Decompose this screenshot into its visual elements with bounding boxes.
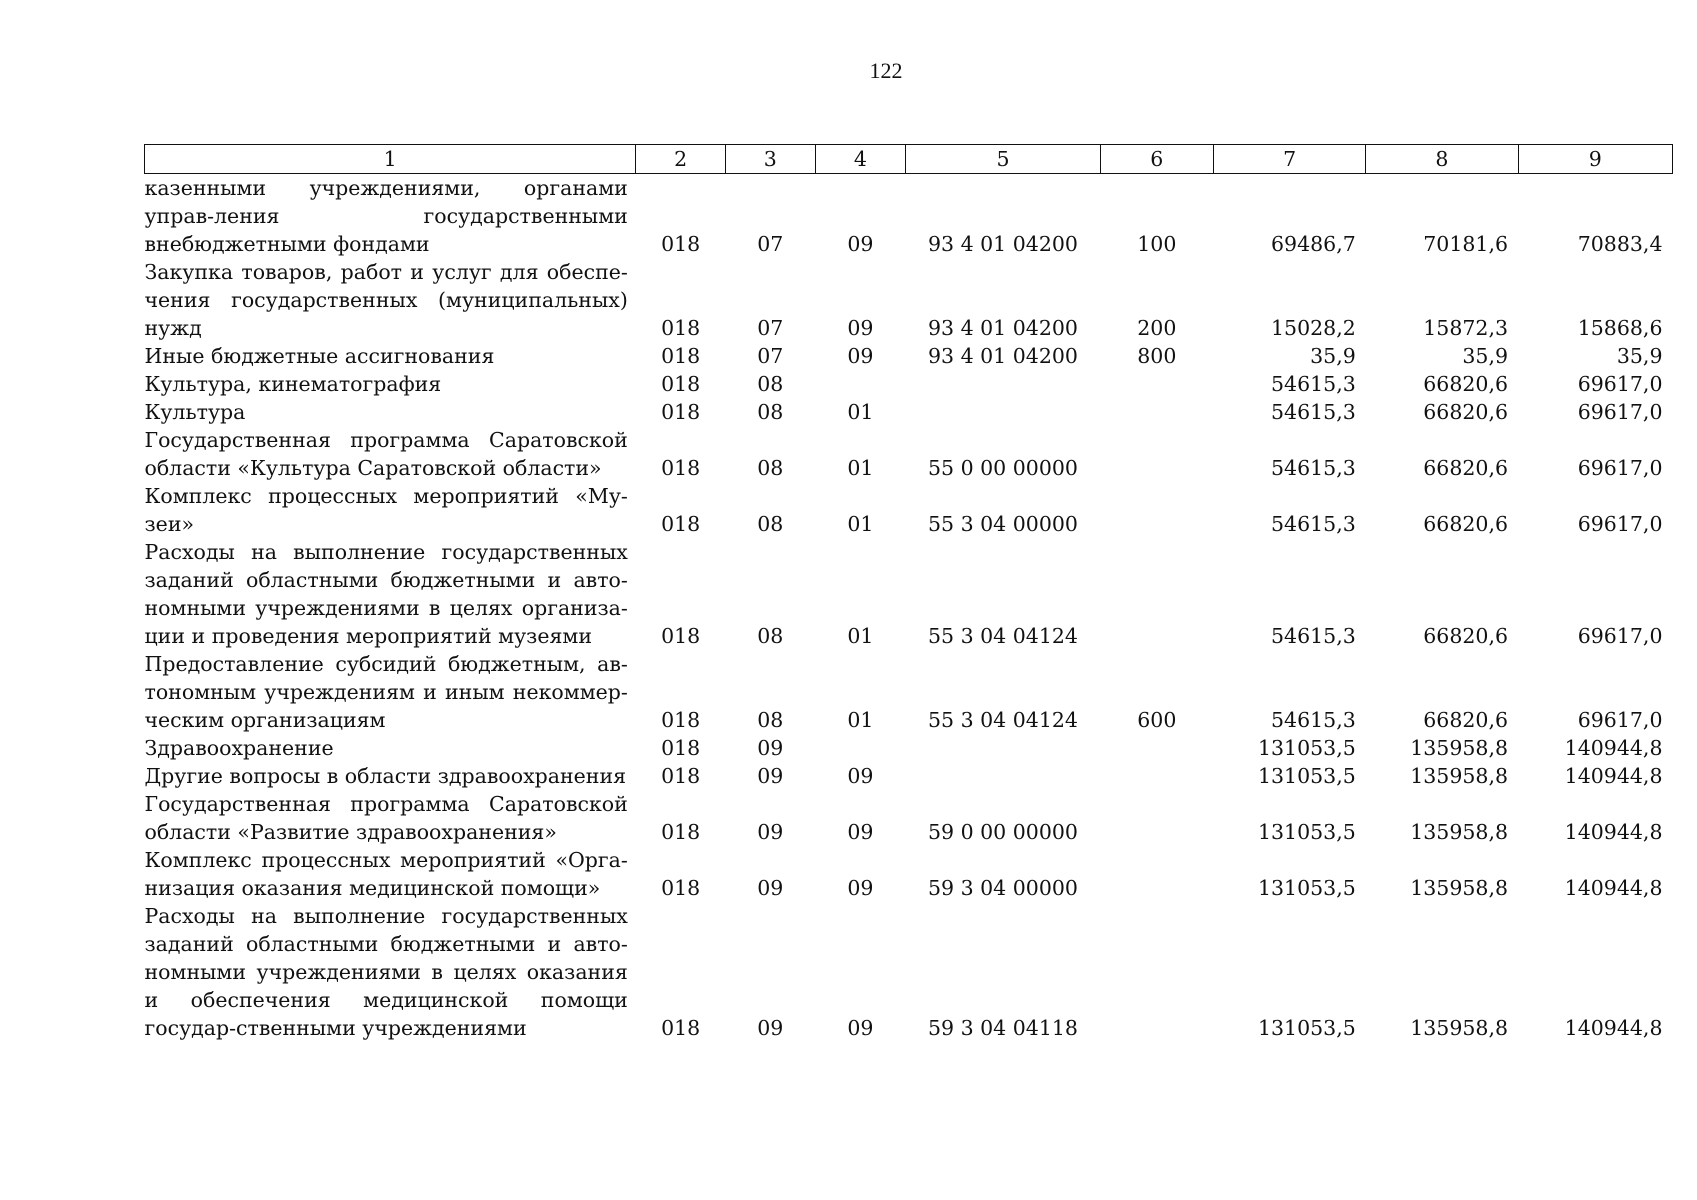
target-article-cell	[906, 762, 1100, 790]
amount-year3-cell: 69617,0	[1577, 456, 1663, 480]
expense-type-cell	[1100, 846, 1213, 902]
subsection-code-cell: 09	[847, 344, 874, 368]
subsection-code-cell: 01	[847, 456, 874, 480]
section-code-cell: 09	[757, 736, 784, 760]
expense-type-cell: 200	[1137, 316, 1177, 340]
amount-year3-cell: 140944,8	[1564, 820, 1663, 844]
target-article-cell	[906, 370, 1100, 398]
amount-year1-cell: 131053,5	[1257, 820, 1356, 844]
budget-code-cell: 018	[661, 400, 701, 424]
subsection-code-cell: 09	[847, 764, 874, 788]
amount-year1-cell: 131053,5	[1257, 736, 1356, 760]
section-code-cell: 07	[757, 344, 784, 368]
amount-year1-cell: 54615,3	[1270, 708, 1356, 732]
target-article-cell: 55 0 00 00000	[927, 456, 1078, 480]
budget-code-cell: 018	[661, 372, 701, 396]
amount-year2-cell: 66820,6	[1423, 624, 1509, 648]
expense-type-cell	[1100, 398, 1213, 426]
row-description-cell: казенными учреждениями, органами управ-ления государственными внебюджетными фондами	[144, 176, 628, 256]
amount-year2-cell: 66820,6	[1423, 708, 1509, 732]
amount-year3-cell: 140944,8	[1564, 1016, 1663, 1040]
subsection-code-cell: 09	[847, 820, 874, 844]
table-row	[145, 762, 1673, 790]
section-code-cell: 09	[757, 1016, 784, 1040]
section-code-cell: 08	[757, 372, 784, 396]
target-article-cell: 93 4 01 04200	[927, 344, 1078, 368]
amount-year2-cell: 70181,6	[1423, 232, 1509, 256]
amount-year2-cell: 35,9	[1462, 344, 1509, 368]
expense-type-cell	[1100, 902, 1213, 1042]
budget-table	[144, 144, 1673, 1042]
section-code-cell: 09	[757, 820, 784, 844]
target-article-cell: 55 3 04 04124	[927, 708, 1078, 732]
section-code-cell: 08	[757, 624, 784, 648]
row-description-cell: Закупка товаров, работ и услуг для обеспе-чения государственных (муниципальных) нужд	[144, 260, 628, 340]
subsection-code-cell: 01	[847, 512, 874, 536]
row-description-cell: Комплекс процессных мероприятий «Орга-низация оказания медицинской помощи»	[144, 848, 628, 900]
amount-year3-cell: 35,9	[1616, 344, 1663, 368]
amount-year3-cell: 69617,0	[1577, 512, 1663, 536]
table-row	[145, 902, 1673, 1042]
expense-type-cell	[1100, 538, 1213, 650]
table-row	[145, 846, 1673, 902]
section-code-cell: 07	[757, 316, 784, 340]
amount-year1-cell: 15028,2	[1270, 316, 1356, 340]
column-header: 9	[1518, 145, 1672, 174]
table-header-row	[145, 145, 1673, 174]
table-row	[145, 398, 1673, 426]
table-row	[145, 790, 1673, 846]
table-row	[145, 342, 1673, 370]
expense-type-cell	[1100, 762, 1213, 790]
table-row	[145, 258, 1673, 342]
row-description-cell: Иные бюджетные ассигнования	[144, 344, 495, 368]
amount-year1-cell: 54615,3	[1270, 624, 1356, 648]
amount-year2-cell: 135958,8	[1410, 876, 1509, 900]
budget-code-cell: 018	[661, 624, 701, 648]
budget-code-cell: 018	[661, 708, 701, 732]
section-code-cell: 08	[757, 512, 784, 536]
subsection-code-cell: 09	[847, 232, 874, 256]
column-header: 1	[145, 145, 636, 174]
amount-year3-cell: 69617,0	[1577, 400, 1663, 424]
row-description-cell: Культура	[144, 400, 246, 424]
expense-type-cell	[1100, 370, 1213, 398]
section-code-cell: 09	[757, 876, 784, 900]
column-header: 2	[636, 145, 726, 174]
table-row	[145, 538, 1673, 650]
target-article-cell: 93 4 01 04200	[927, 232, 1078, 256]
table-body	[145, 174, 1673, 1043]
amount-year3-cell: 69617,0	[1577, 708, 1663, 732]
subsection-code-cell	[815, 734, 906, 762]
section-code-cell: 08	[757, 400, 784, 424]
section-code-cell: 07	[757, 232, 784, 256]
subsection-code-cell: 09	[847, 1016, 874, 1040]
row-description-cell: Предоставление субсидий бюджетным, ав-тономным учреждениям и иным некоммер-ческим организациям	[144, 652, 628, 732]
target-article-cell: 55 3 04 04124	[927, 624, 1078, 648]
row-description-cell: Государственная программа Саратовской области «Развитие здравоохранения»	[144, 792, 628, 844]
amount-year2-cell: 135958,8	[1410, 1016, 1509, 1040]
budget-code-cell: 018	[661, 456, 701, 480]
section-code-cell: 08	[757, 456, 784, 480]
subsection-code-cell: 01	[847, 708, 874, 732]
table-row	[145, 482, 1673, 538]
table-row	[145, 174, 1673, 259]
amount-year1-cell: 131053,5	[1257, 1016, 1356, 1040]
subsection-code-cell: 09	[847, 316, 874, 340]
budget-code-cell: 018	[661, 736, 701, 760]
amount-year3-cell: 69617,0	[1577, 372, 1663, 396]
amount-year3-cell: 15868,6	[1577, 316, 1663, 340]
budget-code-cell: 018	[661, 512, 701, 536]
budget-code-cell: 018	[661, 764, 701, 788]
target-article-cell: 59 3 04 04118	[927, 1016, 1078, 1040]
budget-code-cell: 018	[661, 820, 701, 844]
expense-type-cell: 800	[1137, 344, 1177, 368]
amount-year1-cell: 54615,3	[1270, 512, 1356, 536]
target-article-cell	[906, 734, 1100, 762]
amount-year1-cell: 35,9	[1310, 344, 1356, 368]
column-header: 3	[725, 145, 815, 174]
subsection-code-cell: 01	[847, 624, 874, 648]
amount-year2-cell: 66820,6	[1423, 456, 1509, 480]
section-code-cell: 08	[757, 708, 784, 732]
amount-year3-cell: 69617,0	[1577, 624, 1663, 648]
amount-year1-cell: 54615,3	[1270, 372, 1356, 396]
amount-year2-cell: 15872,3	[1423, 316, 1509, 340]
target-article-cell: 55 3 04 00000	[927, 512, 1078, 536]
expense-type-cell	[1100, 790, 1213, 846]
target-article-cell: 59 0 00 00000	[927, 820, 1078, 844]
column-header: 7	[1214, 145, 1366, 174]
amount-year2-cell: 66820,6	[1423, 372, 1509, 396]
amount-year3-cell: 140944,8	[1564, 764, 1663, 788]
amount-year3-cell: 140944,8	[1564, 876, 1663, 900]
subsection-code-cell	[815, 370, 906, 398]
amount-year3-cell: 70883,4	[1577, 232, 1663, 256]
budget-code-cell: 018	[661, 344, 701, 368]
target-article-cell: 93 4 01 04200	[927, 316, 1078, 340]
table-row	[145, 370, 1673, 398]
expense-type-cell: 100	[1137, 232, 1177, 256]
table-row	[145, 426, 1673, 482]
amount-year2-cell: 135958,8	[1410, 764, 1509, 788]
amount-year1-cell: 131053,5	[1257, 764, 1356, 788]
amount-year3-cell: 140944,8	[1564, 736, 1663, 760]
row-description-cell: Расходы на выполнение государственных заданий областными бюджетными и авто-номными учреждениями в целях оказания и обеспечения медицинской помощи государ-ственными учреждениями	[144, 904, 628, 1040]
amount-year2-cell: 66820,6	[1423, 400, 1509, 424]
column-header: 4	[815, 145, 906, 174]
section-code-cell: 09	[757, 764, 784, 788]
budget-code-cell: 018	[661, 1016, 701, 1040]
amount-year2-cell: 66820,6	[1423, 512, 1509, 536]
expense-type-cell: 600	[1137, 708, 1177, 732]
column-header: 5	[906, 145, 1100, 174]
table-row	[145, 734, 1673, 762]
expense-type-cell	[1100, 734, 1213, 762]
column-header: 8	[1366, 145, 1518, 174]
budget-code-cell: 018	[661, 876, 701, 900]
expense-type-cell	[1100, 482, 1213, 538]
target-article-cell	[906, 398, 1100, 426]
amount-year1-cell: 69486,7	[1270, 232, 1356, 256]
subsection-code-cell: 09	[847, 876, 874, 900]
row-description-cell: Другие вопросы в области здравоохранения	[144, 764, 627, 788]
amount-year2-cell: 135958,8	[1410, 820, 1509, 844]
budget-code-cell: 018	[661, 232, 701, 256]
budget-code-cell: 018	[661, 316, 701, 340]
target-article-cell: 59 3 04 00000	[927, 876, 1078, 900]
table-row	[145, 650, 1673, 734]
column-header: 6	[1100, 145, 1213, 174]
amount-year1-cell: 54615,3	[1270, 456, 1356, 480]
amount-year2-cell: 135958,8	[1410, 736, 1509, 760]
expense-type-cell	[1100, 426, 1213, 482]
row-description-cell: Здравоохранение	[144, 736, 334, 760]
subsection-code-cell: 01	[847, 400, 874, 424]
row-description-cell: Комплекс процессных мероприятий «Му-зеи»	[144, 484, 628, 536]
row-description-cell: Расходы на выполнение государственных заданий областными бюджетными и авто-номными учреждениями в целях организа-ции и проведения мероприятий музеями	[144, 540, 628, 648]
amount-year1-cell: 54615,3	[1270, 400, 1356, 424]
row-description-cell: Культура, кинематография	[144, 372, 442, 396]
page-number: 122	[869, 58, 903, 83]
row-description-cell: Государственная программа Саратовской области «Культура Саратовской области»	[144, 428, 628, 480]
amount-year1-cell: 131053,5	[1257, 876, 1356, 900]
